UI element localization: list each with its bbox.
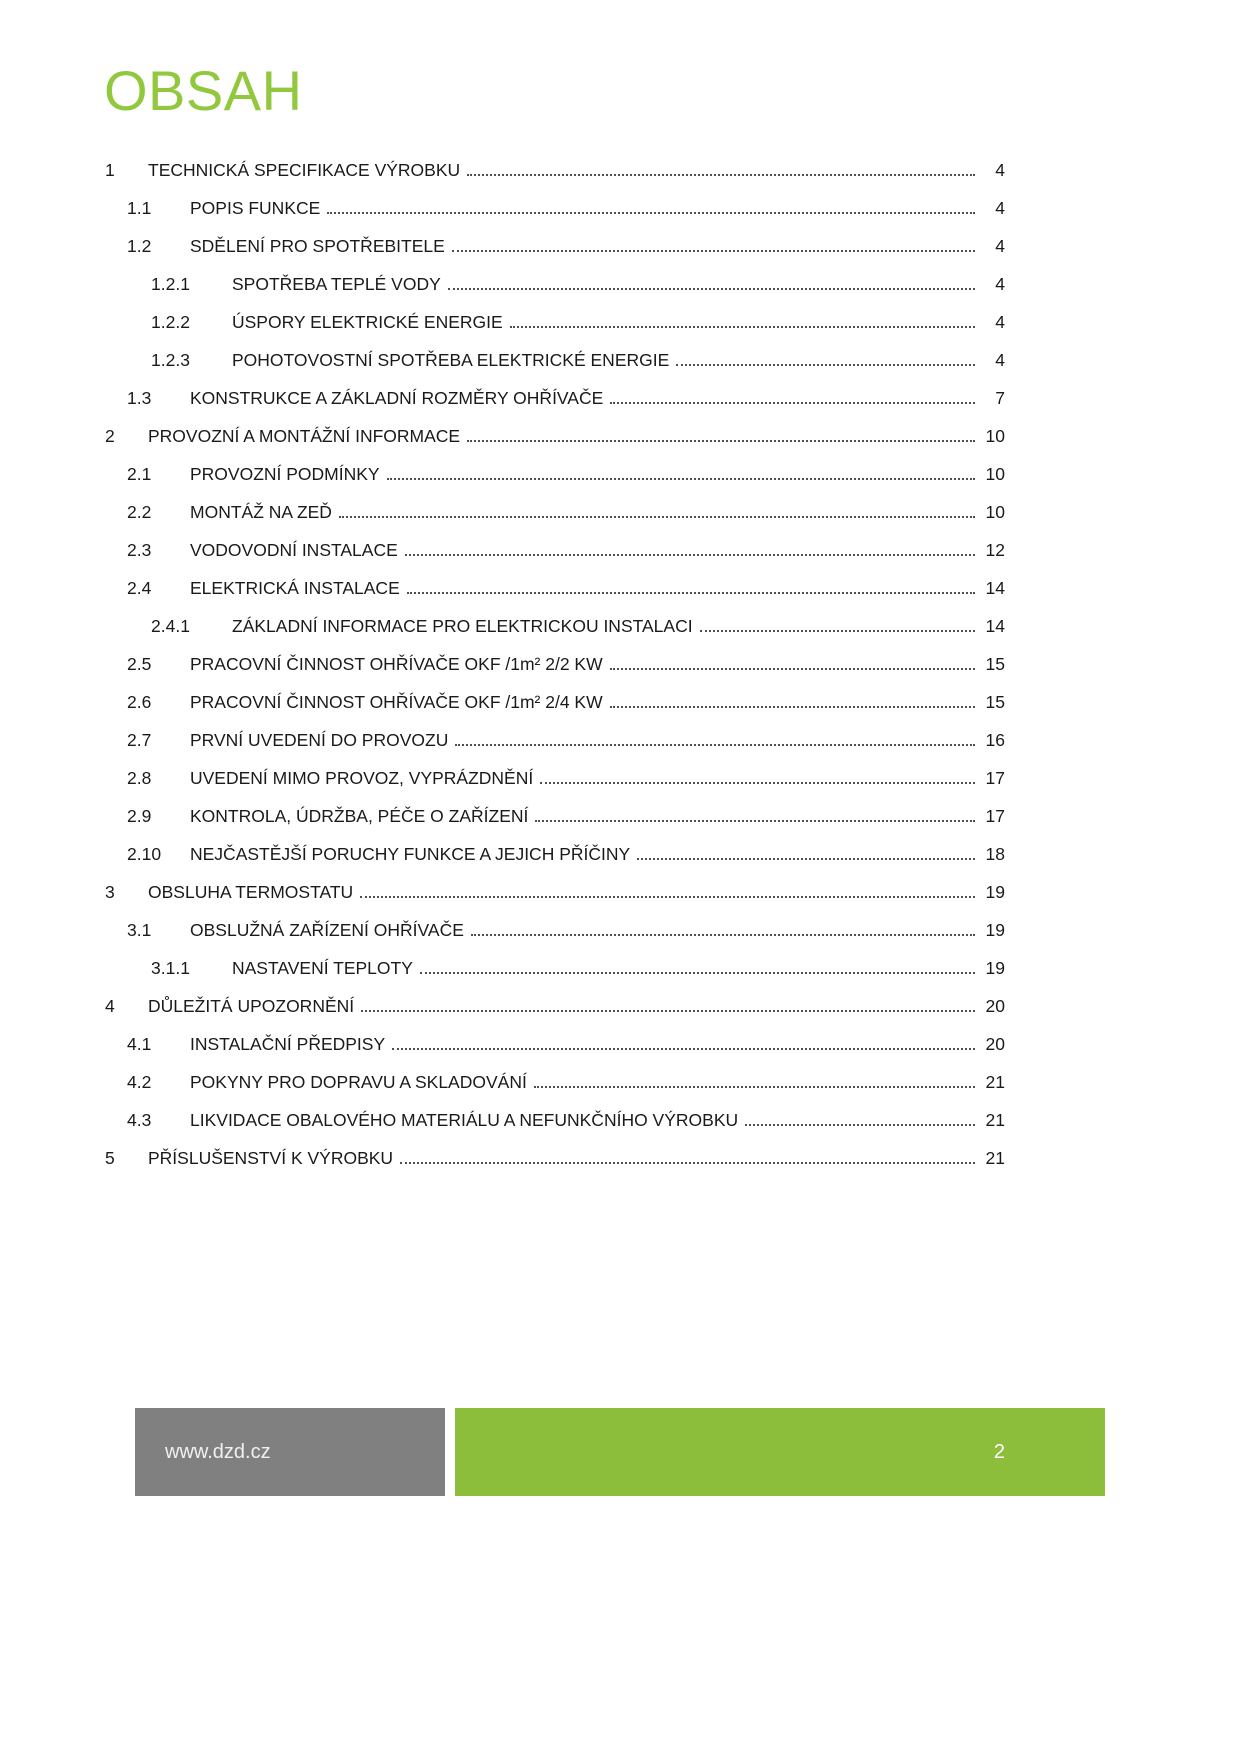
toc-entry-label: POHOTOVOSTNÍ SPOTŘEBA ELEKTRICKÉ ENERGIE	[232, 350, 670, 370]
toc-leader-dots	[400, 1158, 975, 1164]
toc-entry-page: 15	[985, 692, 1005, 712]
toc-entry-number: 1.3	[127, 388, 152, 408]
toc-entry-number: 1.2.1	[151, 274, 190, 294]
toc-entry[interactable]	[105, 616, 1005, 654]
toc-entry-number: 2.3	[127, 540, 152, 560]
toc-entry-label: MONTÁŽ NA ZEĎ	[190, 502, 332, 522]
toc-leader-dots	[676, 360, 975, 366]
toc-entry[interactable]	[105, 1072, 1005, 1110]
toc-entry-number: 4.2	[127, 1072, 152, 1092]
toc-leader-dots	[467, 170, 975, 176]
toc-entry-page: 21	[985, 1072, 1005, 1092]
toc-entry-page: 16	[985, 730, 1005, 750]
footer-website-box	[135, 1408, 445, 1496]
toc-entry-page: 10	[985, 426, 1005, 446]
toc-entry-label: OBSLUHA TERMOSTATU	[148, 882, 354, 902]
toc-entry-page: 4	[995, 350, 1005, 370]
toc-leader-dots	[448, 284, 975, 290]
toc-entry[interactable]	[105, 540, 1005, 578]
toc-leader-dots	[420, 968, 975, 974]
toc-entry-page: 4	[995, 198, 1005, 218]
toc-leader-dots	[327, 208, 975, 214]
footer-page-number: 2	[993, 1440, 1005, 1463]
toc-entry[interactable]	[105, 692, 1005, 730]
toc-entry-page: 20	[985, 1034, 1005, 1054]
toc-entry-label: VODOVODNÍ INSTALACE	[190, 540, 398, 560]
toc-entry-label: KONSTRUKCE A ZÁKLADNÍ ROZMĚRY OHŘÍVAČE	[190, 388, 604, 408]
toc-entry-page: 15	[985, 654, 1005, 674]
toc-entry-number: 4	[105, 996, 115, 1016]
toc-leader-dots	[510, 322, 975, 328]
toc-leader-dots	[387, 474, 975, 480]
toc-entry-page: 12	[985, 540, 1005, 560]
toc-entry-page: 21	[985, 1148, 1005, 1168]
toc-entry-number: 2.6	[127, 692, 152, 712]
toc-entry-label: ZÁKLADNÍ INFORMACE PRO ELEKTRICKOU INSTALACI	[232, 616, 693, 636]
toc-leader-dots	[610, 702, 975, 708]
toc-entry-label: NEJČASTĚJŠÍ PORUCHY FUNKCE A JEJICH PŘÍČINY	[190, 844, 631, 864]
toc-leader-dots	[405, 550, 975, 556]
toc-entry-page: 20	[985, 996, 1005, 1016]
toc-entry-label: NASTAVENÍ TEPLOTY	[232, 958, 413, 978]
toc-entry[interactable]	[105, 198, 1005, 236]
toc-entry-label: PŘÍSLUŠENSTVÍ K VÝROBKU	[148, 1148, 394, 1168]
page-title: OBSAH	[104, 59, 303, 122]
toc-entry-number: 3	[105, 882, 115, 902]
toc-entry-label: PRVNÍ UVEDENÍ DO PROVOZU	[190, 730, 449, 750]
toc-entry[interactable]	[105, 578, 1005, 616]
toc-entry-number: 1.2	[127, 236, 152, 256]
toc-entry[interactable]	[105, 274, 1005, 312]
toc-leader-dots	[455, 740, 975, 746]
toc-entry[interactable]	[105, 350, 1005, 388]
toc-entry[interactable]	[105, 464, 1005, 502]
toc-leader-dots	[745, 1120, 975, 1126]
toc-entry-number: 2.7	[127, 730, 152, 750]
toc-entry-label: ELEKTRICKÁ INSTALACE	[190, 578, 400, 598]
toc-entry[interactable]	[105, 1110, 1005, 1148]
toc-entry-number: 4.3	[127, 1110, 152, 1130]
toc-leader-dots	[700, 626, 975, 632]
toc-entry[interactable]	[105, 1148, 1005, 1186]
toc-entry[interactable]	[105, 312, 1005, 350]
toc-entry-label: TECHNICKÁ SPECIFIKACE VÝROBKU	[148, 160, 461, 180]
footer-website-link[interactable]: www.dzd.cz	[165, 1440, 271, 1463]
toc-entry-page: 19	[985, 958, 1005, 978]
toc-entry-page: 19	[985, 882, 1005, 902]
toc-leader-dots	[534, 1082, 975, 1088]
toc-leader-dots	[540, 778, 975, 784]
toc-entry-page: 14	[985, 578, 1005, 598]
footer-page-number-box	[455, 1408, 1105, 1496]
toc-entry-page: 17	[985, 806, 1005, 826]
toc-entry-number: 5	[105, 1148, 115, 1168]
toc-entry-page: 4	[995, 312, 1005, 332]
toc-entry[interactable]	[105, 388, 1005, 426]
toc-entry-page: 21	[985, 1110, 1005, 1130]
toc-entry[interactable]	[105, 882, 1005, 920]
toc-entry-page: 10	[985, 464, 1005, 484]
toc-entry[interactable]	[105, 236, 1005, 274]
toc-leader-dots	[339, 512, 975, 518]
toc-leader-dots	[637, 854, 975, 860]
toc-entry-label: LIKVIDACE OBALOVÉHO MATERIÁLU A NEFUNKČNÍHO VÝROBKU	[190, 1110, 739, 1130]
toc-entry[interactable]	[105, 768, 1005, 806]
toc-entry-label: UVEDENÍ MIMO PROVOZ, VYPRÁZDNĚNÍ	[190, 768, 534, 788]
toc-entry-number: 4.1	[127, 1034, 152, 1054]
toc-entry-number: 2.9	[127, 806, 152, 826]
toc-leader-dots	[467, 436, 975, 442]
toc-entry[interactable]	[105, 730, 1005, 768]
toc-entry-label: POPIS FUNKCE	[190, 198, 321, 218]
toc-entry[interactable]	[105, 958, 1005, 996]
toc-entry-label: ÚSPORY ELEKTRICKÉ ENERGIE	[232, 312, 503, 332]
toc-leader-dots	[610, 664, 975, 670]
toc-entry-page: 4	[995, 236, 1005, 256]
toc-entry[interactable]	[105, 806, 1005, 844]
toc-entry-label: SDĚLENÍ PRO SPOTŘEBITELE	[190, 236, 445, 256]
toc-entry-number: 1.1	[127, 198, 152, 218]
toc-entry-label: PROVOZNÍ A MONTÁŽNÍ INFORMACE	[148, 426, 461, 446]
toc-entry-number: 3.1	[127, 920, 152, 940]
toc-entry-label: INSTALAČNÍ PŘEDPISY	[190, 1034, 386, 1054]
toc-entry-number: 2.2	[127, 502, 152, 522]
toc-entry-page: 4	[995, 274, 1005, 294]
toc-entry[interactable]	[105, 502, 1005, 540]
toc-entry-number: 2.4	[127, 578, 152, 598]
toc-leader-dots	[535, 816, 975, 822]
toc-entry-page: 4	[995, 160, 1005, 180]
toc-entry-number: 2.10	[127, 844, 162, 864]
toc-entry[interactable]	[105, 426, 1005, 464]
toc-entry-number: 3.1.1	[151, 958, 190, 978]
toc-entry-label: SPOTŘEBA TEPLÉ VODY	[232, 274, 441, 294]
toc-entry[interactable]	[105, 654, 1005, 692]
toc-leader-dots	[361, 1006, 975, 1012]
toc-entry-page: 10	[985, 502, 1005, 522]
toc-entry-label: PRACOVNÍ ČINNOST OHŘÍVAČE OKF /1m² 2/4 KW	[190, 692, 603, 712]
toc-entry[interactable]	[105, 920, 1005, 958]
toc-leader-dots	[471, 930, 975, 936]
toc-entry-label: PROVOZNÍ PODMÍNKY	[190, 464, 380, 484]
toc-entry-page: 18	[985, 844, 1005, 864]
toc-entry[interactable]	[105, 160, 1005, 198]
toc-entry-page: 14	[985, 616, 1005, 636]
toc-entry-label: POKYNY PRO DOPRAVU A SKLADOVÁNÍ	[190, 1072, 527, 1092]
toc-entry-number: 2.1	[127, 464, 152, 484]
toc-entry[interactable]	[105, 996, 1005, 1034]
toc-leader-dots	[407, 588, 975, 594]
toc-entry-label: KONTROLA, ÚDRŽBA, PÉČE O ZAŘÍZENÍ	[190, 806, 529, 826]
toc-entry-number: 1.2.3	[151, 350, 190, 370]
toc-entry[interactable]	[105, 1034, 1005, 1072]
toc-leader-dots	[452, 246, 975, 252]
toc-entry-label: PRACOVNÍ ČINNOST OHŘÍVAČE OKF /1m² 2/2 KW	[190, 654, 603, 674]
toc-entry-number: 1	[105, 160, 115, 180]
toc-entry-number: 2.8	[127, 768, 152, 788]
toc-entry-number: 2.4.1	[151, 616, 190, 636]
toc-entry-label: OBSLUŽNÁ ZAŘÍZENÍ OHŘÍVAČE	[190, 920, 464, 940]
toc-entry[interactable]	[105, 844, 1005, 882]
toc-entry-page: 19	[985, 920, 1005, 940]
toc-leader-dots	[360, 892, 975, 898]
toc-entry-number: 2.5	[127, 654, 152, 674]
toc-entry-label: DŮLEŽITÁ UPOZORNĚNÍ	[148, 996, 355, 1016]
toc-leader-dots	[392, 1044, 975, 1050]
toc-entry-page: 17	[985, 768, 1005, 788]
toc-entry-number: 2	[105, 426, 115, 446]
table-of-contents	[105, 160, 1005, 1186]
toc-entry-page: 7	[995, 388, 1005, 408]
toc-leader-dots	[610, 398, 975, 404]
toc-entry-number: 1.2.2	[151, 312, 190, 332]
